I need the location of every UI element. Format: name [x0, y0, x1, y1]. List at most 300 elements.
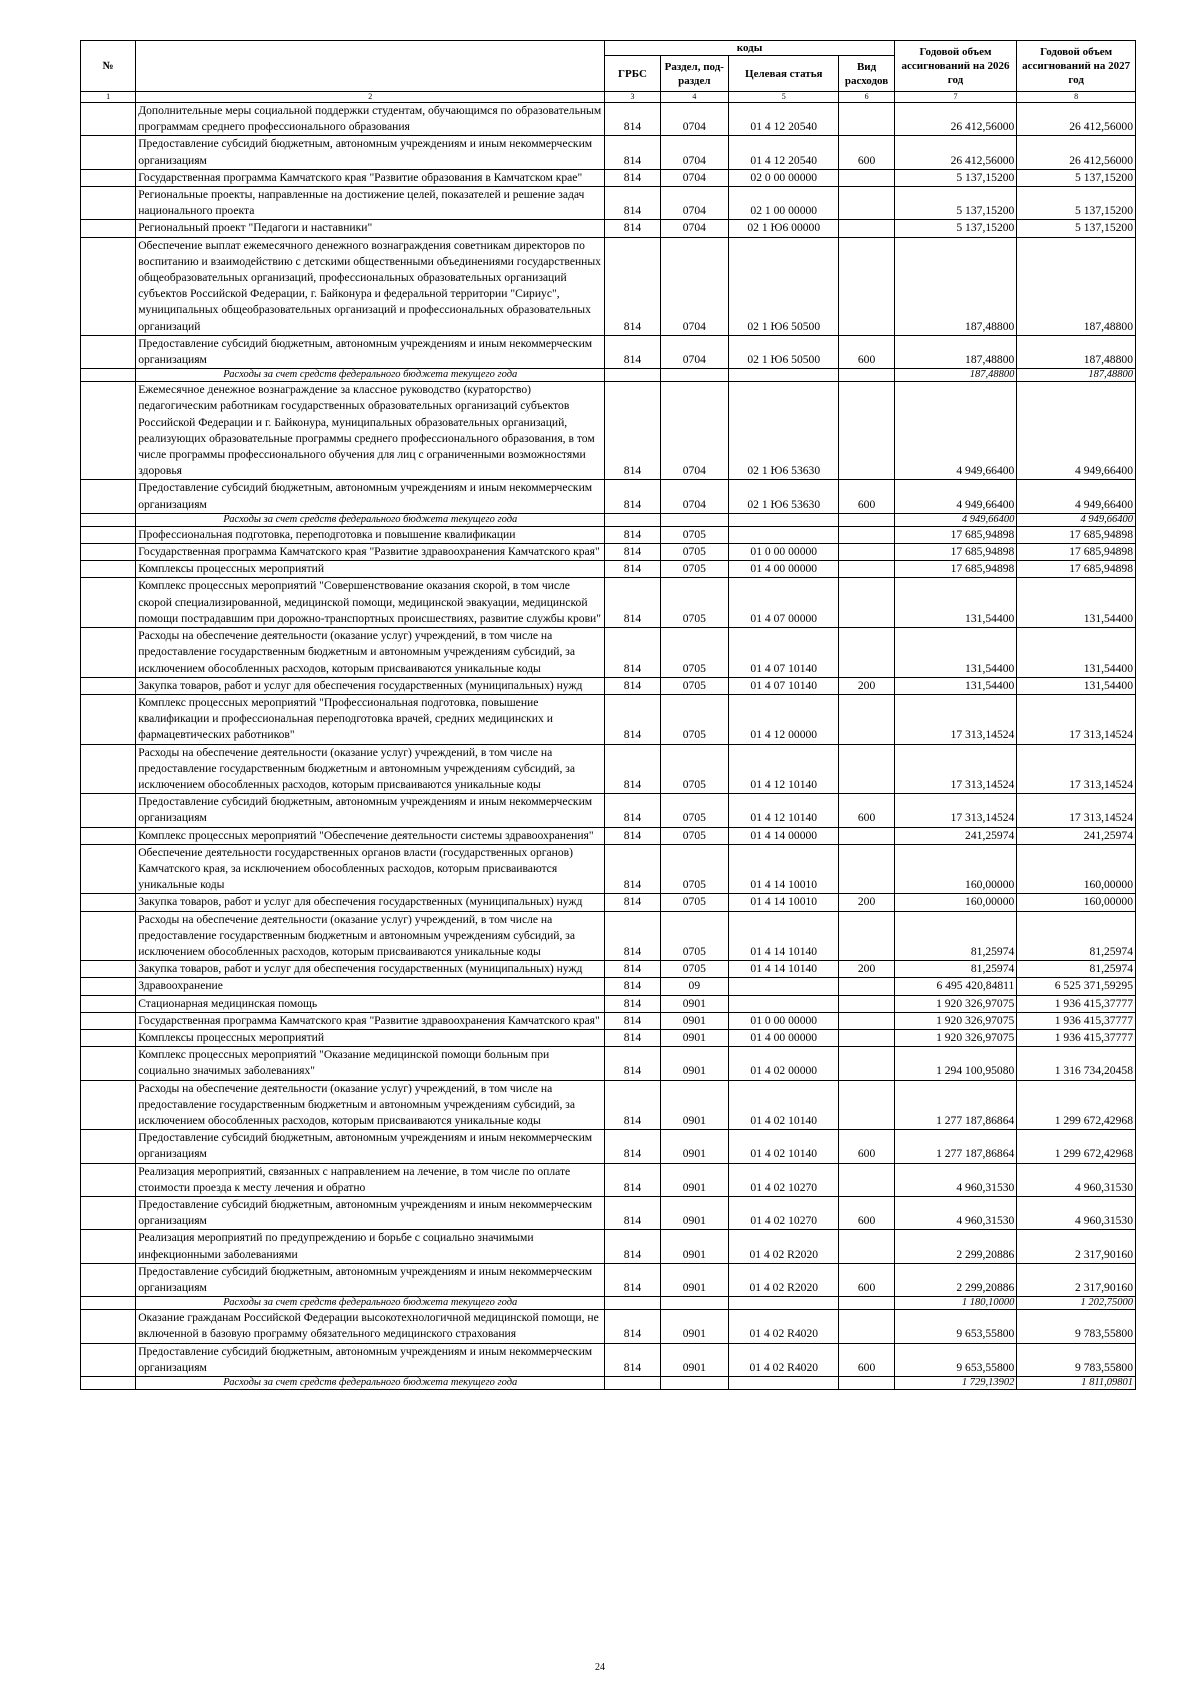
- row-number-cell: [81, 1047, 136, 1080]
- row-number-cell: [81, 382, 136, 480]
- row-2026-cell: 4 960,31530: [894, 1163, 1017, 1196]
- row-2026-cell: 5 137,15200: [894, 220, 1017, 237]
- row-target-cell: 01 4 07 10140: [729, 677, 839, 694]
- table-row: [81, 382, 1136, 480]
- row-number-cell: [81, 961, 136, 978]
- row-grbs-cell: [605, 1377, 660, 1390]
- row-grbs-cell: 814: [605, 544, 660, 561]
- row-target-cell: 01 4 12 00000: [729, 694, 839, 744]
- row-grbs-cell: 814: [605, 1130, 660, 1163]
- row-name-cell: Государственная программа Камчатского края "Развитие здравоохранения Камчатского края": [136, 544, 605, 561]
- row-number-cell: [81, 169, 136, 186]
- row-number-cell: [81, 628, 136, 678]
- row-2027-cell: 187,48800: [1017, 237, 1136, 335]
- row-expense-type-cell: [839, 744, 894, 794]
- row-name-cell: Предоставление субсидий бюджетным, автономным учреждениям и иным некоммерческим организациям: [136, 1197, 605, 1230]
- row-2026-cell: 5 137,15200: [894, 187, 1017, 220]
- row-2026-cell: 17 313,14524: [894, 694, 1017, 744]
- row-target-cell: 01 4 07 10140: [729, 628, 839, 678]
- row-number-cell: [81, 677, 136, 694]
- row-expense-type-cell: 600: [839, 1263, 894, 1296]
- row-name-cell: Реализация мероприятий, связанных с направлением на лечение, в том числе по оплате стоимости проезда к месту лечения и обратно: [136, 1163, 605, 1196]
- row-grbs-cell: 814: [605, 103, 660, 136]
- row-grbs-cell: [605, 369, 660, 382]
- row-grbs-cell: 814: [605, 578, 660, 628]
- budget-table-page: [80, 40, 1136, 1390]
- row-section-cell: 0705: [660, 628, 728, 678]
- row-target-cell: [729, 978, 839, 995]
- row-name-cell: Расходы на обеспечение деятельности (оказание услуг) учреждений, в том числе на предоставление государственным бюджетным и автономным учреждениям субсидий, за исключением обособленных расходов, которым присваиваются уникальные коды: [136, 1080, 605, 1130]
- row-section-cell: 0901: [660, 1310, 728, 1343]
- row-2026-cell: 160,00000: [894, 894, 1017, 911]
- row-number-cell: [81, 1029, 136, 1046]
- row-section-cell: 09: [660, 978, 728, 995]
- row-target-cell: 02 0 00 00000: [729, 169, 839, 186]
- row-number-cell: [81, 1130, 136, 1163]
- row-2027-cell: 17 685,94898: [1017, 544, 1136, 561]
- row-name-cell: Комплексы процессных мероприятий: [136, 1029, 605, 1046]
- table-row: [81, 369, 1136, 382]
- row-grbs-cell: 814: [605, 1047, 660, 1080]
- row-section-cell: 0901: [660, 1047, 728, 1080]
- row-section-cell: 0705: [660, 526, 728, 543]
- row-target-cell: 01 0 00 00000: [729, 544, 839, 561]
- row-number-cell: [81, 1197, 136, 1230]
- row-expense-type-cell: [839, 526, 894, 543]
- row-2026-cell: 131,54400: [894, 677, 1017, 694]
- row-target-cell: 02 1 Ю6 50500: [729, 237, 839, 335]
- table-row: [81, 578, 1136, 628]
- table-row: [81, 526, 1136, 543]
- row-section-cell: 0704: [660, 237, 728, 335]
- row-target-cell: 01 4 14 10010: [729, 894, 839, 911]
- row-section-cell: 0704: [660, 169, 728, 186]
- row-expense-type-cell: [839, 220, 894, 237]
- table-row: [81, 169, 1136, 186]
- row-2027-cell: 4 949,66400: [1017, 513, 1136, 526]
- row-section-cell: 0705: [660, 677, 728, 694]
- row-2026-cell: 2 299,20886: [894, 1230, 1017, 1263]
- row-number-cell: [81, 1377, 136, 1390]
- table-row: [81, 1012, 1136, 1029]
- row-number-cell: [81, 526, 136, 543]
- row-2026-cell: 187,48800: [894, 369, 1017, 382]
- row-grbs-cell: 814: [605, 628, 660, 678]
- row-target-cell: 01 4 02 00000: [729, 1047, 839, 1080]
- row-name-cell: Здравоохранение: [136, 978, 605, 995]
- row-2027-cell: 1 202,75000: [1017, 1297, 1136, 1310]
- row-name-cell: Закупка товаров, работ и услуг для обеспечения государственных (муниципальных) нужд: [136, 961, 605, 978]
- col-number: 5: [729, 92, 839, 103]
- row-name-cell: Ежемесячное денежное вознаграждение за классное руководство (кураторство) педагогическим работникам государственных образовательных организаций субъектов Российской Федерации и г. Байконура, муниципальных образовательных организаций, реализующих образовательные программы среднего профессионального образования, в том числе программы профессионального обучения для лиц с ограниченными возможностями здоровья: [136, 382, 605, 480]
- budget-table: [80, 40, 1136, 1390]
- row-name-cell: Предоставление субсидий бюджетным, автономным учреждениям и иным некоммерческим организациям: [136, 1263, 605, 1296]
- row-name-cell: Государственная программа Камчатского края "Развитие здравоохранения Камчатского края": [136, 1012, 605, 1029]
- row-section-cell: 0704: [660, 382, 728, 480]
- row-grbs-cell: 814: [605, 220, 660, 237]
- table-row: [81, 1080, 1136, 1130]
- row-expense-type-cell: [839, 1310, 894, 1343]
- row-grbs-cell: 814: [605, 1080, 660, 1130]
- table-row: [81, 187, 1136, 220]
- row-section-cell: [660, 369, 728, 382]
- row-name-cell: Комплекс процессных мероприятий "Совершенствование оказания скорой, в том числе скорой специализированной, медицинской помощи, медицинской эвакуации, медицинской помощи пострадавшим при дорожно-транспортных происшествиях, развитие службы крови": [136, 578, 605, 628]
- row-expense-type-cell: [839, 1080, 894, 1130]
- row-grbs-cell: 814: [605, 561, 660, 578]
- row-name-cell: Предоставление субсидий бюджетным, автономным учреждениям и иным некоммерческим организациям: [136, 1130, 605, 1163]
- row-section-cell: 0705: [660, 844, 728, 894]
- header-2027: Годовой объем ассигнований на 2027 год: [1017, 41, 1136, 92]
- row-section-cell: 0901: [660, 1163, 728, 1196]
- header-num: №: [81, 41, 136, 92]
- row-name-cell: Закупка товаров, работ и услуг для обеспечения государственных (муниципальных) нужд: [136, 677, 605, 694]
- header-grbs: ГРБС: [605, 56, 660, 92]
- row-2026-cell: 1 920 326,97075: [894, 1012, 1017, 1029]
- row-2027-cell: 9 783,55800: [1017, 1310, 1136, 1343]
- row-grbs-cell: 814: [605, 1197, 660, 1230]
- row-expense-type-cell: [839, 237, 894, 335]
- row-2027-cell: 17 685,94898: [1017, 561, 1136, 578]
- row-2026-cell: 6 495 420,84811: [894, 978, 1017, 995]
- row-number-cell: [81, 561, 136, 578]
- row-grbs-cell: 814: [605, 526, 660, 543]
- row-2027-cell: 5 137,15200: [1017, 169, 1136, 186]
- row-grbs-cell: 814: [605, 677, 660, 694]
- row-2026-cell: 1 277 187,86864: [894, 1080, 1017, 1130]
- table-row: [81, 136, 1136, 169]
- row-grbs-cell: 814: [605, 382, 660, 480]
- row-expense-type-cell: [839, 544, 894, 561]
- row-target-cell: 01 4 14 00000: [729, 827, 839, 844]
- row-grbs-cell: 814: [605, 187, 660, 220]
- row-2026-cell: 1 920 326,97075: [894, 1029, 1017, 1046]
- table-row: [81, 1029, 1136, 1046]
- row-2027-cell: 17 685,94898: [1017, 526, 1136, 543]
- row-2027-cell: 9 783,55800: [1017, 1343, 1136, 1376]
- row-number-cell: [81, 237, 136, 335]
- row-name-cell: Региональные проекты, направленные на достижение целей, показателей и решение задач национального проекта: [136, 187, 605, 220]
- row-expense-type-cell: [839, 561, 894, 578]
- row-section-cell: 0901: [660, 1197, 728, 1230]
- row-2026-cell: 2 299,20886: [894, 1263, 1017, 1296]
- row-target-cell: 02 1 00 00000: [729, 187, 839, 220]
- row-expense-type-cell: [839, 995, 894, 1012]
- table-row: [81, 1343, 1136, 1376]
- table-row: [81, 237, 1136, 335]
- row-section-cell: 0901: [660, 995, 728, 1012]
- row-section-cell: 0704: [660, 480, 728, 513]
- row-name-cell: Комплекс процессных мероприятий "Обеспечение деятельности системы здравоохранения": [136, 827, 605, 844]
- row-grbs-cell: 814: [605, 1029, 660, 1046]
- col-number: 6: [839, 92, 894, 103]
- table-row: [81, 794, 1136, 827]
- row-name-cell: Расходы за счет средств федерального бюджета текущего года: [136, 1377, 605, 1390]
- row-target-cell: 01 4 02 R4020: [729, 1310, 839, 1343]
- row-target-cell: [729, 369, 839, 382]
- row-2027-cell: 81,25974: [1017, 961, 1136, 978]
- row-section-cell: 0705: [660, 694, 728, 744]
- row-target-cell: 01 4 02 10270: [729, 1163, 839, 1196]
- row-name-cell: Расходы за счет средств федерального бюджета текущего года: [136, 1297, 605, 1310]
- row-name-cell: Расходы за счет средств федерального бюджета текущего года: [136, 369, 605, 382]
- row-section-cell: 0705: [660, 561, 728, 578]
- row-expense-type-cell: [839, 844, 894, 894]
- row-number-cell: [81, 694, 136, 744]
- row-section-cell: 0901: [660, 1012, 728, 1029]
- row-number-cell: [81, 480, 136, 513]
- row-2026-cell: 187,48800: [894, 335, 1017, 368]
- header-expense-type: Вид расходов: [839, 56, 894, 92]
- row-grbs-cell: 814: [605, 1310, 660, 1343]
- row-grbs-cell: 814: [605, 169, 660, 186]
- row-target-cell: 01 4 02 R2020: [729, 1230, 839, 1263]
- row-grbs-cell: 814: [605, 237, 660, 335]
- row-grbs-cell: 814: [605, 480, 660, 513]
- row-2027-cell: 131,54400: [1017, 628, 1136, 678]
- row-2027-cell: 131,54400: [1017, 578, 1136, 628]
- row-expense-type-cell: 600: [839, 480, 894, 513]
- row-expense-type-cell: 200: [839, 894, 894, 911]
- row-section-cell: 0704: [660, 335, 728, 368]
- row-number-cell: [81, 1297, 136, 1310]
- row-section-cell: 0705: [660, 911, 728, 961]
- row-2026-cell: 81,25974: [894, 911, 1017, 961]
- row-2026-cell: 4 949,66400: [894, 480, 1017, 513]
- row-expense-type-cell: [839, 1230, 894, 1263]
- row-expense-type-cell: 600: [839, 794, 894, 827]
- row-expense-type-cell: 200: [839, 961, 894, 978]
- row-section-cell: 0705: [660, 578, 728, 628]
- row-expense-type-cell: [839, 1047, 894, 1080]
- row-name-cell: Комплекс процессных мероприятий "Оказание медицинской помощи больным при социально значимых заболеваниях": [136, 1047, 605, 1080]
- row-grbs-cell: 814: [605, 894, 660, 911]
- row-2027-cell: 131,54400: [1017, 677, 1136, 694]
- row-target-cell: 01 4 14 10140: [729, 961, 839, 978]
- row-name-cell: Предоставление субсидий бюджетным, автономным учреждениям и иным некоммерческим организациям: [136, 794, 605, 827]
- row-name-cell: Дополнительные меры социальной поддержки студентам, обучающимся по образовательным программам среднего профессионального образования: [136, 103, 605, 136]
- row-target-cell: 01 4 12 20540: [729, 103, 839, 136]
- row-2027-cell: 2 317,90160: [1017, 1263, 1136, 1296]
- row-expense-type-cell: [839, 187, 894, 220]
- row-section-cell: 0704: [660, 220, 728, 237]
- table-row: [81, 1230, 1136, 1263]
- row-target-cell: 01 4 14 10010: [729, 844, 839, 894]
- row-2027-cell: 4 960,31530: [1017, 1197, 1136, 1230]
- row-grbs-cell: [605, 513, 660, 526]
- row-number-cell: [81, 335, 136, 368]
- table-row: [81, 677, 1136, 694]
- row-grbs-cell: 814: [605, 978, 660, 995]
- row-target-cell: 01 4 00 00000: [729, 561, 839, 578]
- row-name-cell: Региональный проект "Педагоги и наставники": [136, 220, 605, 237]
- header-codes: коды: [605, 41, 894, 56]
- row-grbs-cell: 814: [605, 1263, 660, 1296]
- table-row: [81, 844, 1136, 894]
- row-name-cell: Предоставление субсидий бюджетным, автономным учреждениям и иным некоммерческим организациям: [136, 335, 605, 368]
- row-2027-cell: 160,00000: [1017, 894, 1136, 911]
- row-expense-type-cell: [839, 1377, 894, 1390]
- row-target-cell: 02 1 Ю6 53630: [729, 382, 839, 480]
- row-section-cell: 0704: [660, 136, 728, 169]
- row-expense-type-cell: 600: [839, 136, 894, 169]
- row-grbs-cell: 814: [605, 1230, 660, 1263]
- row-2027-cell: 81,25974: [1017, 911, 1136, 961]
- row-number-cell: [81, 978, 136, 995]
- row-2026-cell: 9 653,55800: [894, 1310, 1017, 1343]
- table-row: [81, 628, 1136, 678]
- row-2026-cell: 5 137,15200: [894, 169, 1017, 186]
- row-number-cell: [81, 136, 136, 169]
- row-expense-type-cell: [839, 103, 894, 136]
- row-expense-type-cell: 200: [839, 677, 894, 694]
- row-expense-type-cell: [839, 628, 894, 678]
- row-number-cell: [81, 220, 136, 237]
- row-expense-type-cell: [839, 978, 894, 995]
- table-row: [81, 978, 1136, 995]
- row-expense-type-cell: [839, 578, 894, 628]
- row-grbs-cell: 814: [605, 335, 660, 368]
- row-expense-type-cell: 600: [839, 1130, 894, 1163]
- row-section-cell: [660, 1377, 728, 1390]
- row-name-cell: Расходы на обеспечение деятельности (оказание услуг) учреждений, в том числе на предоставление государственным бюджетным и автономным учреждениям субсидий, за исключением обособленных расходов, которым присваиваются уникальные коды: [136, 628, 605, 678]
- table-body: [81, 103, 1136, 1390]
- header-name: [136, 41, 605, 92]
- row-number-cell: [81, 578, 136, 628]
- col-number: 1: [81, 92, 136, 103]
- row-expense-type-cell: [839, 1297, 894, 1310]
- row-target-cell: 01 4 02 10140: [729, 1080, 839, 1130]
- row-2027-cell: 2 317,90160: [1017, 1230, 1136, 1263]
- table-row: [81, 220, 1136, 237]
- row-name-cell: Реализация мероприятий по предупреждению и борьбе с социально значимыми инфекционными заболеваниями: [136, 1230, 605, 1263]
- header-target: Целевая статья: [729, 56, 839, 92]
- row-name-cell: Комплекс процессных мероприятий "Профессиональная подготовка, повышение квалификации и профессиональная переподготовка врачей, средних медицинских и фармацевтических работников": [136, 694, 605, 744]
- row-2027-cell: 26 412,56000: [1017, 103, 1136, 136]
- table-row: [81, 961, 1136, 978]
- col-number: 3: [605, 92, 660, 103]
- row-target-cell: [729, 526, 839, 543]
- row-expense-type-cell: [839, 1012, 894, 1029]
- row-name-cell: Расходы на обеспечение деятельности (оказание услуг) учреждений, в том числе на предоставление государственным бюджетным и автономным учреждениям субсидий, за исключением обособленных расходов, которым присваиваются уникальные коды: [136, 911, 605, 961]
- table-row: [81, 544, 1136, 561]
- row-2027-cell: 26 412,56000: [1017, 136, 1136, 169]
- row-section-cell: 0704: [660, 187, 728, 220]
- row-grbs-cell: 814: [605, 794, 660, 827]
- row-number-cell: [81, 911, 136, 961]
- table-row: [81, 995, 1136, 1012]
- row-target-cell: 01 4 02 10270: [729, 1197, 839, 1230]
- row-target-cell: [729, 995, 839, 1012]
- col-number: 8: [1017, 92, 1136, 103]
- row-2027-cell: 5 137,15200: [1017, 187, 1136, 220]
- row-section-cell: [660, 513, 728, 526]
- row-section-cell: 0901: [660, 1343, 728, 1376]
- row-target-cell: 01 4 02 R2020: [729, 1263, 839, 1296]
- row-name-cell: Расходы на обеспечение деятельности (оказание услуг) учреждений, в том числе на предоставление государственным бюджетным и автономным учреждениям субсидий, за исключением обособленных расходов, которым присваиваются уникальные коды: [136, 744, 605, 794]
- row-2027-cell: 1 936 415,37777: [1017, 1029, 1136, 1046]
- row-target-cell: 01 0 00 00000: [729, 1012, 839, 1029]
- row-number-cell: [81, 794, 136, 827]
- row-2027-cell: 4 949,66400: [1017, 382, 1136, 480]
- table-row: [81, 894, 1136, 911]
- table-row: [81, 480, 1136, 513]
- row-name-cell: Государственная программа Камчатского края "Развитие образования в Камчатском крае": [136, 169, 605, 186]
- row-section-cell: [660, 1297, 728, 1310]
- row-expense-type-cell: [839, 827, 894, 844]
- row-grbs-cell: 814: [605, 1163, 660, 1196]
- table-row: [81, 335, 1136, 368]
- row-2026-cell: 1 277 187,86864: [894, 1130, 1017, 1163]
- row-target-cell: 01 4 12 10140: [729, 794, 839, 827]
- table-row: [81, 1130, 1136, 1163]
- row-expense-type-cell: 600: [839, 335, 894, 368]
- row-grbs-cell: 814: [605, 995, 660, 1012]
- row-target-cell: 01 4 12 10140: [729, 744, 839, 794]
- row-2026-cell: 187,48800: [894, 237, 1017, 335]
- row-2026-cell: 241,25974: [894, 827, 1017, 844]
- row-2026-cell: 4 960,31530: [894, 1197, 1017, 1230]
- row-2027-cell: 241,25974: [1017, 827, 1136, 844]
- row-2027-cell: 187,48800: [1017, 335, 1136, 368]
- row-name-cell: Обеспечение выплат ежемесячного денежного вознаграждения советникам директоров по воспитанию и взаимодействию с детскими общественными объединениями государственных общеобразовательных организаций, профессиональных образовательных организаций субъектов Российской Федерации, г. Байконура и федеральной территории "Сириус", муниципальных общеобразовательных организаций и профессиональных образовательных организаций: [136, 237, 605, 335]
- row-target-cell: [729, 1377, 839, 1390]
- row-number-cell: [81, 1310, 136, 1343]
- row-target-cell: 01 4 07 00000: [729, 578, 839, 628]
- row-grbs-cell: 814: [605, 961, 660, 978]
- table-row: [81, 1047, 1136, 1080]
- row-expense-type-cell: [839, 694, 894, 744]
- row-expense-type-cell: [839, 911, 894, 961]
- col-number: 7: [894, 92, 1017, 103]
- row-section-cell: 0901: [660, 1263, 728, 1296]
- row-expense-type-cell: 600: [839, 1197, 894, 1230]
- row-2026-cell: 17 685,94898: [894, 544, 1017, 561]
- row-expense-type-cell: [839, 169, 894, 186]
- row-2026-cell: 4 949,66400: [894, 382, 1017, 480]
- row-number-cell: [81, 844, 136, 894]
- row-number-cell: [81, 744, 136, 794]
- row-number-cell: [81, 103, 136, 136]
- row-2027-cell: 6 525 371,59295: [1017, 978, 1136, 995]
- col-number: 2: [136, 92, 605, 103]
- row-number-cell: [81, 1080, 136, 1130]
- table-row: [81, 744, 1136, 794]
- row-expense-type-cell: [839, 1029, 894, 1046]
- table-row: [81, 694, 1136, 744]
- row-target-cell: 01 4 02 10140: [729, 1130, 839, 1163]
- row-name-cell: Комплексы процессных мероприятий: [136, 561, 605, 578]
- table-row: [81, 1163, 1136, 1196]
- row-2026-cell: 131,54400: [894, 628, 1017, 678]
- row-section-cell: 0901: [660, 1080, 728, 1130]
- row-number-cell: [81, 1230, 136, 1263]
- row-grbs-cell: 814: [605, 1343, 660, 1376]
- row-name-cell: Обеспечение деятельности государственных органов власти (государственных органов) Камчатского края, за исключением обособленных расходов, которым присваиваются уникальные коды: [136, 844, 605, 894]
- row-expense-type-cell: [839, 1163, 894, 1196]
- row-grbs-cell: [605, 1297, 660, 1310]
- row-2026-cell: 17 313,14524: [894, 794, 1017, 827]
- row-2026-cell: 131,54400: [894, 578, 1017, 628]
- row-number-cell: [81, 1012, 136, 1029]
- table-row: [81, 1377, 1136, 1390]
- row-name-cell: Предоставление субсидий бюджетным, автономным учреждениям и иным некоммерческим организациям: [136, 136, 605, 169]
- row-section-cell: 0901: [660, 1029, 728, 1046]
- row-number-cell: [81, 894, 136, 911]
- row-2026-cell: 26 412,56000: [894, 136, 1017, 169]
- row-name-cell: Предоставление субсидий бюджетным, автономным учреждениям и иным некоммерческим организациям: [136, 1343, 605, 1376]
- row-grbs-cell: 814: [605, 136, 660, 169]
- table-row: [81, 827, 1136, 844]
